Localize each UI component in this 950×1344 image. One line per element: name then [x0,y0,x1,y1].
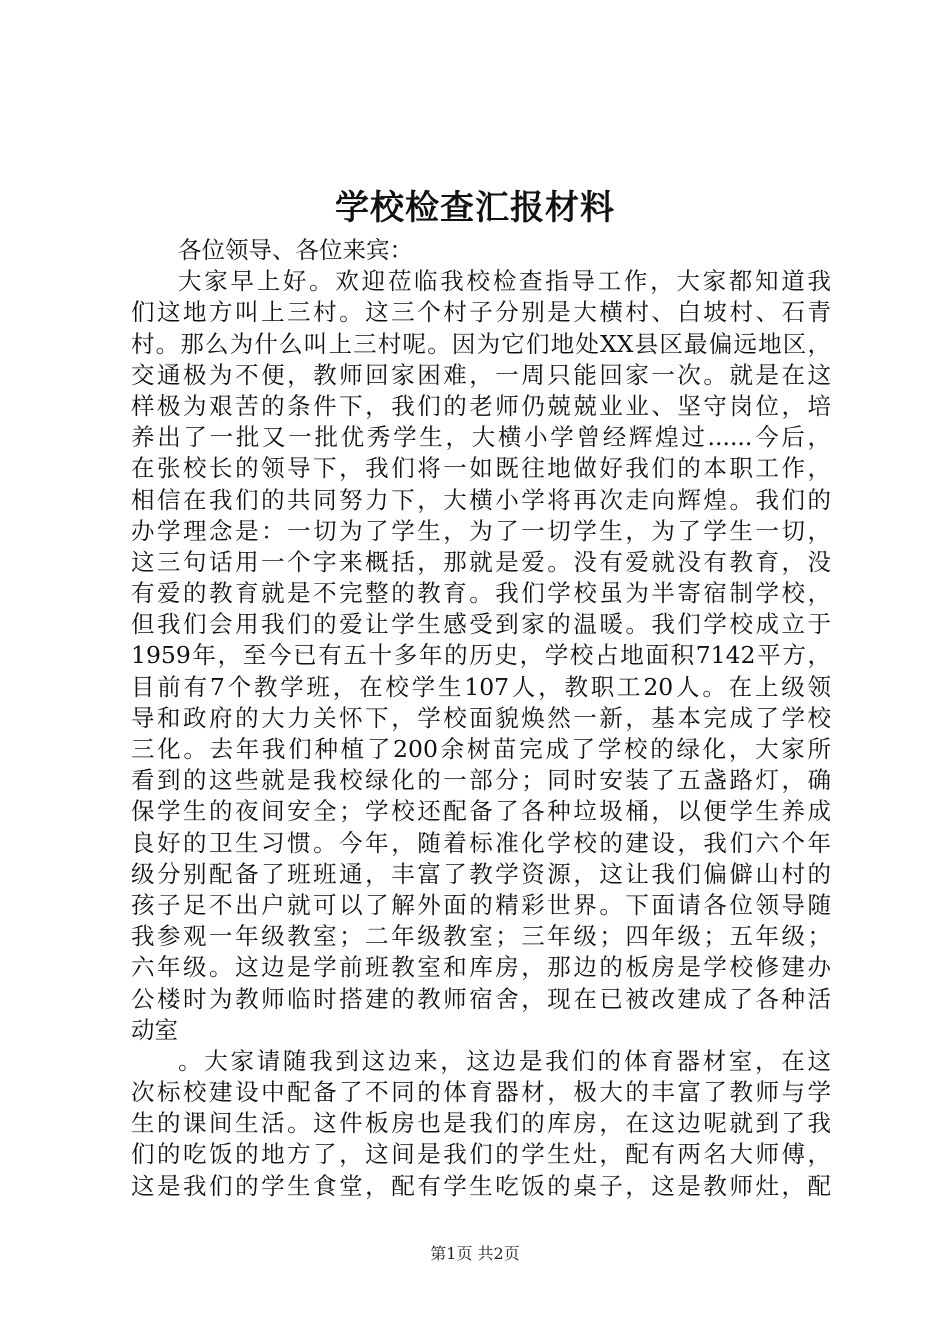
document-body [131,235,831,1202]
text-line: 们这地方叫上三村。这三个村子分别是大横村、白坡村、石青 [131,298,831,327]
text-line: 生的课间生活。这件板房也是我们的库房，在这边呢就到了我 [131,1109,831,1138]
text-line: 。大家请随我到这边来，这边是我们的体育器材室，在这 [178,1046,831,1075]
text-line: 看到的这些就是我校绿化的一部分；同时安装了五盏路灯，确 [131,766,831,795]
text-line: 孩子足不出户就可以了解外面的精彩世界。下面请各位领导随 [131,890,831,919]
text-line: 交通极为不便，教师回家困难，一周只能回家一次。就是在这 [131,360,831,389]
text-line: 但我们会用我们的爱让学生感受到家的温暖。我们学校成立于 [131,610,831,639]
greeting-paragraph [131,235,831,266]
text-line: 六年级。这边是学前班教室和库房，那边的板房是学校修建办 [131,953,831,982]
text-line: 良好的卫生习惯。今年，随着标准化学校的建设，我们六个年 [131,828,831,857]
text-line: 导和政府的大力关怀下，学校面貌焕然一新，基本完成了学校 [131,703,831,732]
text-line: 村。那么为什么叫上三村呢。因为它们地处XX县区最偏远地区， [131,329,831,358]
text-line: 办学理念是：一切为了学生，为了一切学生，为了学生一切， [131,516,831,545]
document-title: 学校检查汇报材料 [335,188,615,228]
body-paragraph [131,1046,831,1202]
text-line: 级分别配备了班班通，丰富了教学资源，这让我们偏僻山村的 [131,859,831,888]
text-line: 公楼时为教师临时搭建的教师宿舍，现在已被改建成了各种活 [131,984,831,1013]
text-line: 各位领导、各位来宾： [178,236,413,264]
text-line: 保学生的夜间安全；学校还配备了各种垃圾桶，以便学生养成 [131,797,831,826]
text-line: 这三句话用一个字来概括，那就是爱。没有爱就没有教育，没 [131,547,831,576]
text-line: 样极为艰苦的条件下，我们的老师仍兢兢业业、坚守岗位，培 [131,391,831,420]
text-line: 目前有7个教学班，在校学生107人，教职工20人。在上级领 [131,672,831,701]
text-line: 1959年，至今已有五十多年的历史，学校占地面积7142平方， [131,641,831,670]
page-footer: 第1页 共2页 [430,1244,520,1263]
text-line: 动室 [131,1015,178,1044]
text-line: 在张校长的领导下，我们将一如既往地做好我们的本职工作， [131,454,831,483]
text-line: 们的吃饭的地方了，这间是我们的学生灶，配有两名大师傅， [131,1140,831,1169]
text-line: 有爱的教育就是不完整的教育。我们学校虽为半寄宿制学校， [131,579,831,608]
text-line: 相信在我们的共同努力下，大横小学将再次走向辉煌。我们的 [131,485,831,514]
text-line: 养出了一批又一批优秀学生，大横小学曾经辉煌过......今后， [131,423,831,452]
text-line: 这是我们的学生食堂，配有学生吃饭的桌子，这是教师灶，配 [131,1171,831,1200]
text-line: 大家早上好。欢迎莅临我校检查指导工作，大家都知道我 [178,267,831,296]
body-paragraph [131,266,831,1046]
text-line: 我参观一年级教室；二年级教室；三年级；四年级；五年级； [131,922,831,951]
text-line: 三化。去年我们种植了200余树苗完成了学校的绿化，大家所 [131,735,831,763]
text-line: 次标校建设中配备了不同的体育器材，极大的丰富了教师与学 [131,1078,831,1107]
